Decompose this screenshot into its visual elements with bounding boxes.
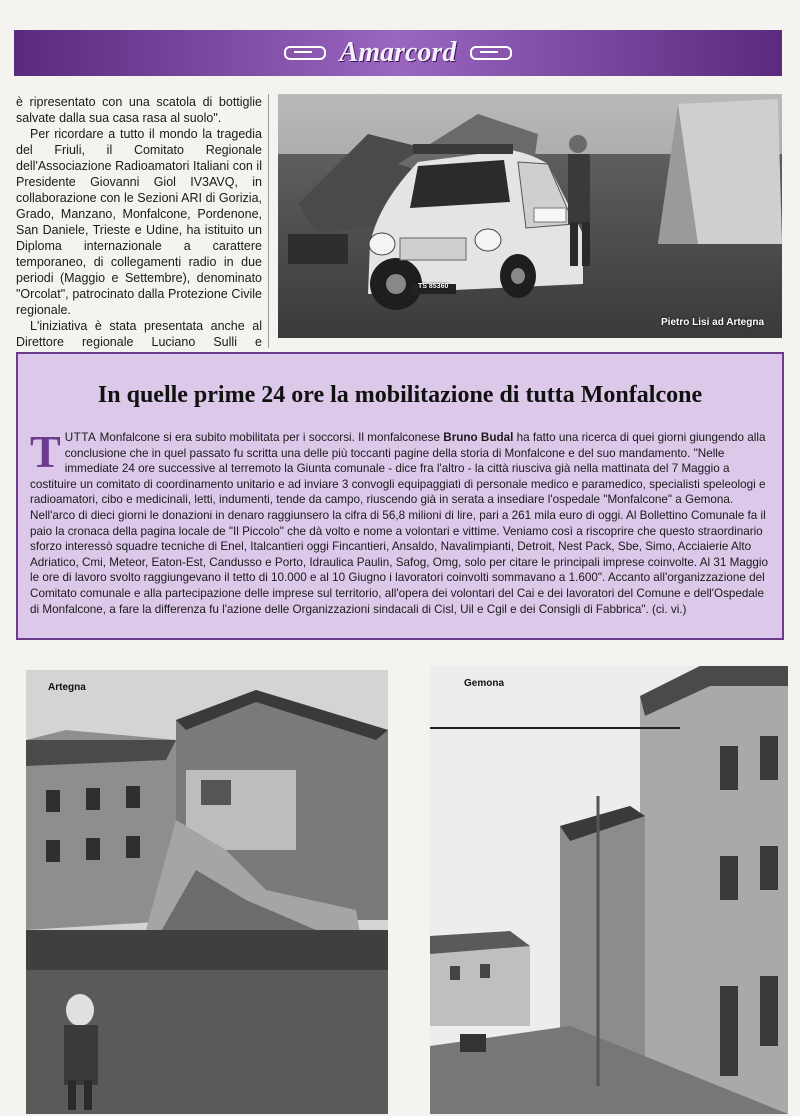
- photo-caption-top: Pietro Lisi ad Artegna: [661, 317, 764, 328]
- artegna-image: [26, 670, 388, 1114]
- article-text: ha fatto una ricerca di quei giorni giungendo alla conclusione che in quel passato fu scritta una delle più toccanti pagine della storia di Monfalcone e del suo mandamento. "Nelle immediate 24 ore successive al terremoto la Giunta comunale - dice fra l'altro - la città riusciva già nella mattinata del 7 Maggio a costituire un comitato di coordinamento unitario e ad inviare 3 convogli equipaggiati di personale medico e paramedico, specialisti speleologi e radioamatori, cibo e medicinali, letti, indumenti, tende da campo, riuscendo già in serata a insediare l'ospedale "Monfalcone" a Gemona. Nell'arco di dieci giorni le donazioni in denaro raggiunsero la cifra di 56,8 milioni di lire, pari a 261 mila euro di oggi. Al Bollettino Comunale fa il paio la cronaca della pagina locale de "Il Piccolo" che dà volto e nome a volontari e vittime. Veniamo così a riscoprire che questo straordinario sforzo interessò squadre tecniche di Enel, Italcantieri oggi Fincantieri, Ansaldo, Navalimpianti, Detroit, Nest Pack, Sbe, Simo, Acciaierie Alto Adriatico, Cmi, Meteor, Eaton-Est, Candusso e Porto, Idraulica Paulin, Safog, Omg, solo per citare le principali imprese coinvolte. Al 31 Maggio le ore di lavoro svolto raggiungevano il tetto di 10.000 e al 10 Giugno i lavoratori coinvolti sommavano a 1.600". Accanto all'organizzazione del Comitato comunale e alla partecipazione delle imprese sul territorio, all'opera dei volontari del Cai e dei lavoratori del Comune e dell'Ospedale di Monfalcone, a fare la differenza fu l'azione delle Organizzazioni sindacali di Cisl, Uil e Cgil e dei Consigli di Fabbrica". (ci. vi.): [30, 431, 768, 616]
- lead-caps: UTTA: [64, 431, 97, 444]
- license-plate: TS 85360: [418, 283, 449, 290]
- decoration-right-icon: [470, 46, 512, 60]
- decoration-left-icon: [284, 46, 326, 60]
- gemona-image: [430, 666, 788, 1114]
- photo-artegna: [26, 670, 388, 1114]
- article-body: [30, 426, 770, 617]
- article-text: Monfalcone si era subito mobilitata per i soccorsi. Il monfalconese: [96, 431, 444, 444]
- article-author-name: Bruno Budal: [443, 431, 514, 444]
- article-box: [16, 352, 784, 640]
- intro-paragraph: L'iniziativa è stata presentata anche al Direttore regionale Luciano Sulli e: [16, 319, 262, 349]
- photo-caption-gemona: Gemona: [464, 678, 505, 689]
- photo-gemona: [430, 666, 788, 1114]
- section-header: [14, 30, 782, 76]
- drop-cap: T: [30, 426, 61, 477]
- intro-paragraph: è ripresentato con una scatola di bottiglie salvate dalla sua casa rasa al suolo".: [16, 95, 262, 125]
- photo-caption-artegna: Artegna: [48, 682, 86, 693]
- article-title: In quelle prime 24 ore la mobilitazione di tutta Monfalcone: [97, 382, 703, 408]
- column-divider: [268, 94, 269, 348]
- section-title: Amarcord: [339, 37, 457, 68]
- photo-car-camp: [278, 94, 782, 338]
- intro-column: [16, 94, 262, 366]
- car-camp-image: [278, 94, 782, 338]
- intro-paragraph: Per ricordare a tutto il mondo la tragedia del Friuli, il Comitato Regionale dell'Associazione Radioamatori Italiani con il Presidente Giovanni Giol IV3AVQ, in collaborazione con le Sezioni ARI di Gorizia, Grado, Manzano, Monfalcone, Pordenone, San Daniele, Trieste e Udine, ha istituito un Diploma internazionale a carattere temporaneo, di collegamenti radio in due periodi (Maggio e Settembre), denominato "Orcolat", patrocinato dalla Protezione Civile regionale.: [16, 127, 262, 317]
